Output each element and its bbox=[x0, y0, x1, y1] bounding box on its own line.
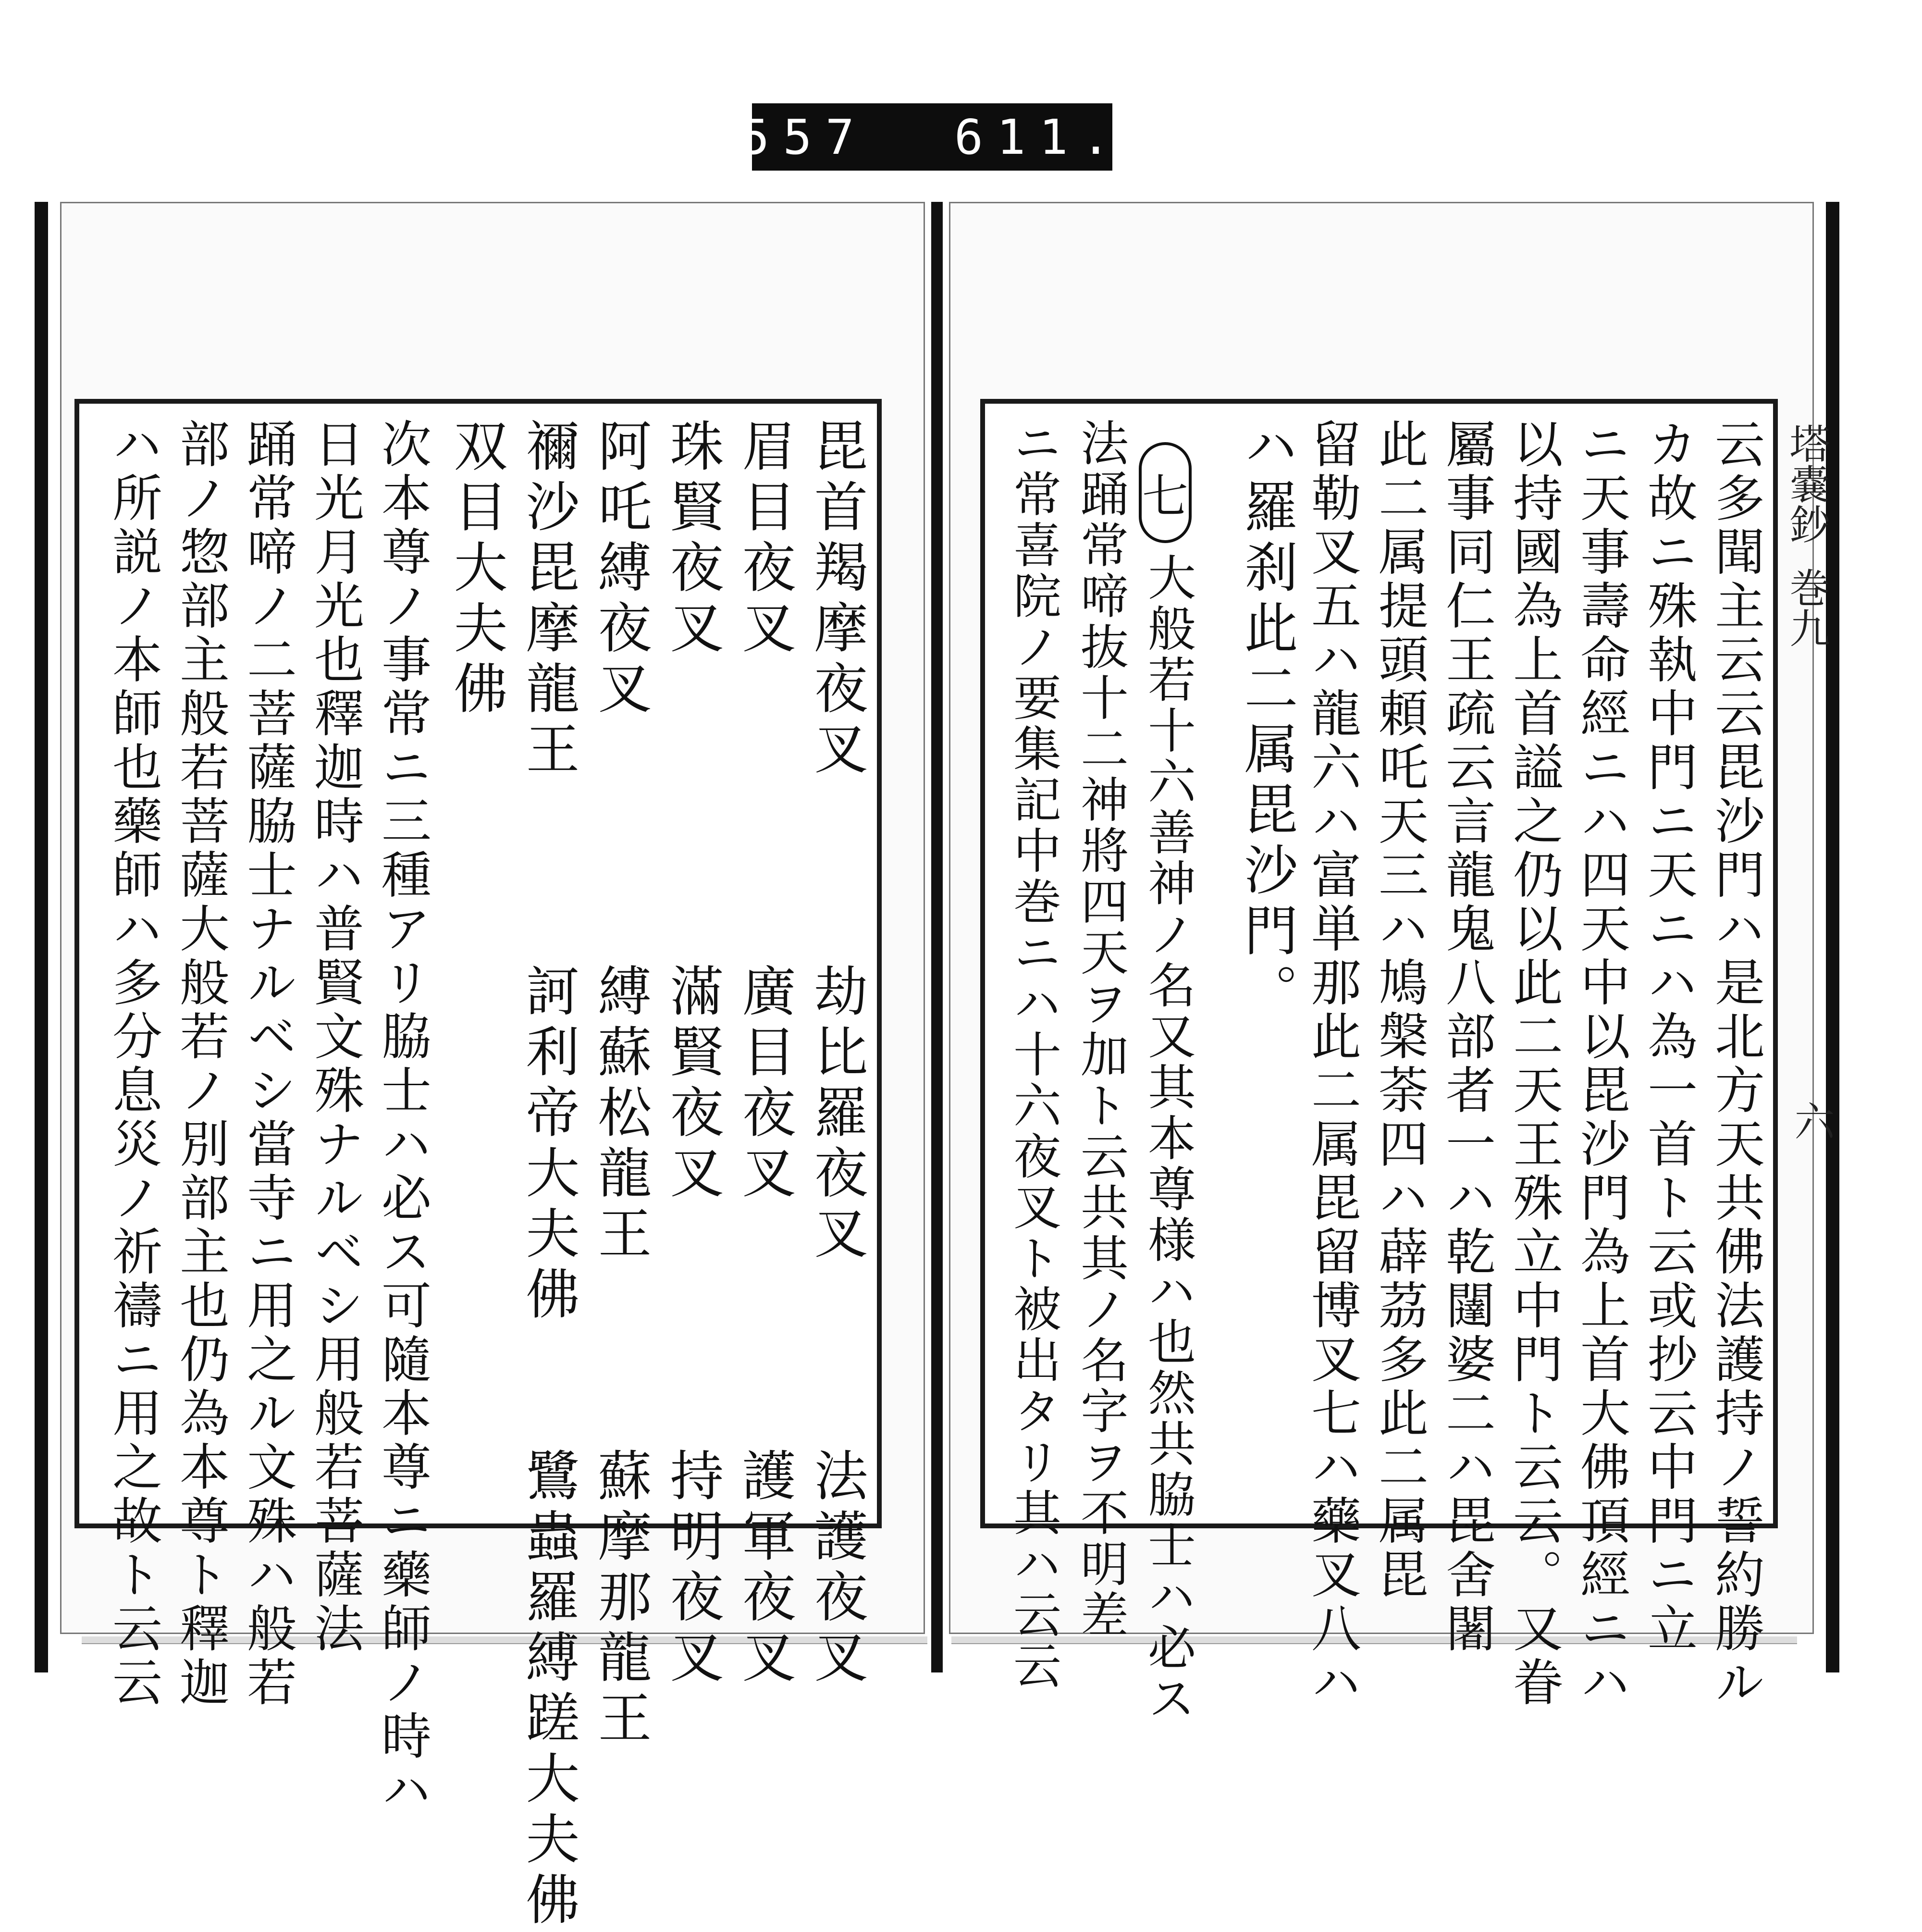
left-line-6: 双目大夫佛 bbox=[445, 418, 507, 721]
left-line-7: 次本尊ノ事常ニ三種アリ脇士ハ必ス可隨本尊ニ藥師ノ時ハ bbox=[373, 418, 431, 1818]
right-line-9: 大般若十六善神ノ名又其本尊様ハ也然共脇士ハ必ス bbox=[1140, 553, 1196, 1724]
left-line-2: 眉目夜叉 廣目夜叉 護軍夜叉 bbox=[733, 418, 796, 1690]
left-line-1: 毘首羯摩夜叉 劫比羅夜叉 法護夜叉 bbox=[805, 418, 868, 1690]
left-line-3: 珠賢夜叉 滿賢夜叉 持明夜叉 bbox=[661, 418, 724, 1690]
left-line-8: 日光月光也釋迦時ハ普賢文殊ナルベシ用般若菩薩法 bbox=[306, 418, 364, 1656]
right-line-7: 留勒叉五ハ龍六ハ富単那此二属毘留博叉七ハ藥叉八ハ bbox=[1303, 418, 1361, 1710]
right-binding-edge bbox=[1826, 202, 1839, 1672]
right-line-2: カ故ニ殊執中門ニ天ニハ為一首ト云或抄云中門ニ立 bbox=[1639, 418, 1698, 1656]
left-line-4: 阿吒縛夜叉 縛蘇松龍王 蘇摩那龍王 bbox=[589, 418, 652, 1750]
right-line-6: 此二属提頭頼吒天三ハ鳩槃荼四ハ薜茘多此二属毘 bbox=[1370, 418, 1429, 1602]
right-line-5: 屬事同仁王疏云言龍鬼八部者一ハ乾闥婆二ハ毘舍闍 bbox=[1437, 418, 1496, 1656]
left-line-11: ハ所説ノ本師也藥師ハ多分息災ノ祈禱ニ用之故ト云云 bbox=[104, 418, 162, 1710]
volume-tab: 巻九 bbox=[1783, 567, 1830, 648]
section-number-marker: 七 bbox=[1139, 442, 1192, 543]
right-line-1: 云多聞主云云毘沙門ハ是北方天共佛法護持ノ誓約勝ル bbox=[1706, 418, 1765, 1710]
page-number-tab: 六 bbox=[1788, 1101, 1835, 1141]
left-binding-edge bbox=[35, 202, 48, 1672]
right-line-10: 法踊常啼抜十二神將四天ヲ加ト云共其ノ名字ヲ不明差 bbox=[1072, 418, 1129, 1641]
left-line-10: 部ノ惣部主般若菩薩大般若ノ別部主也仍為本尊ト釋迦 bbox=[171, 418, 230, 1710]
catalog-number-right: 611. bbox=[954, 109, 1124, 165]
center-gutter bbox=[931, 202, 943, 1672]
left-line-5: 禰沙毘摩龍王 訶利帝大夫佛 鷺蟲羅縛蹉大夫佛 bbox=[517, 418, 579, 1932]
right-line-11: ニ常喜院ノ要集記中巻ニハ十六夜叉ト被出タリ其ハ云云 bbox=[1005, 418, 1061, 1692]
right-page-frame bbox=[980, 399, 1778, 1724]
catalog-number-plate bbox=[740, 103, 1124, 171]
left-page-frame bbox=[74, 399, 882, 1932]
catalog-number-left: 557 bbox=[740, 109, 868, 165]
book-title-tab: 塔嚢鈔 bbox=[1783, 423, 1830, 544]
right-line-3: ニ天事壽命經ニハ四天中以毘沙門為上首大佛頂經ニハ bbox=[1572, 418, 1630, 1710]
left-line-9: 踊常啼ノ二菩薩脇士ナルベシ當寺ニ用之ル文殊ハ般若 bbox=[238, 418, 297, 1710]
right-line-4: 以持國為上首謚之仍以此二天王殊立中門ト云云。又眷 bbox=[1504, 418, 1563, 1710]
right-line-8: ハ羅刹此二属毘沙門。 bbox=[1235, 418, 1298, 1024]
